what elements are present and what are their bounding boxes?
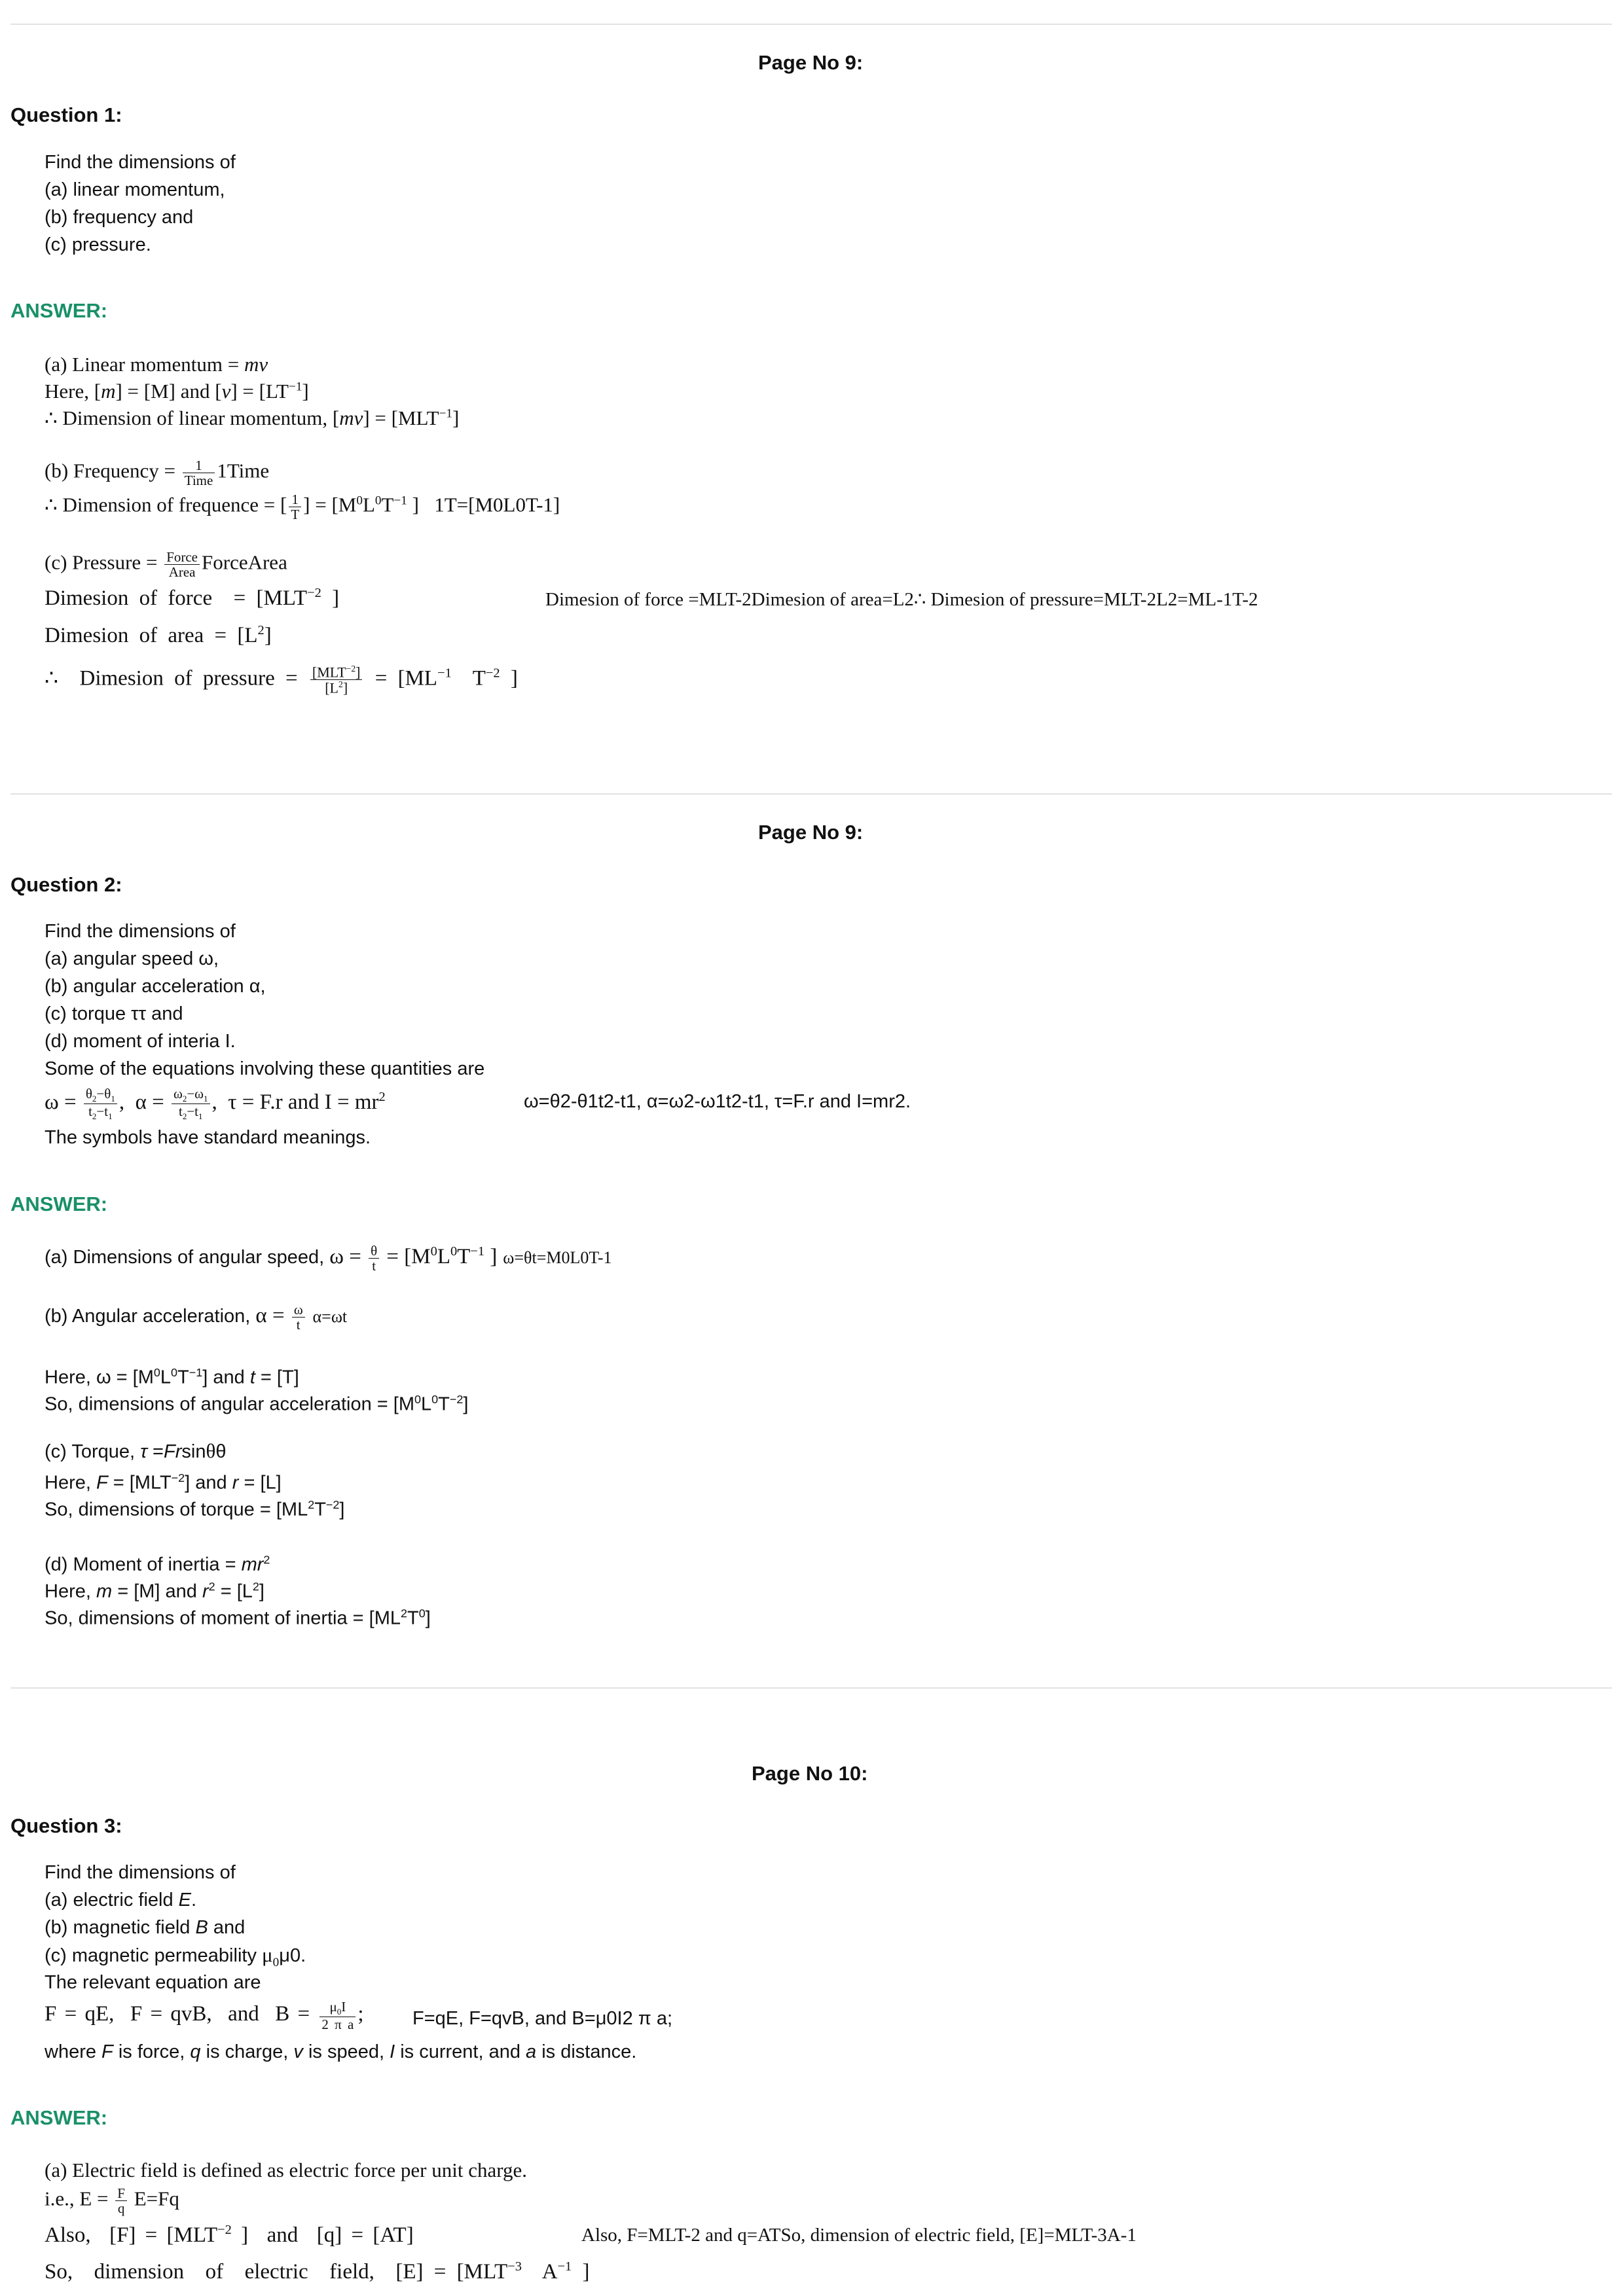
answer-line: (a) Dimensions of angular speed, ω = $\frac{\theta}{t}$ = [$M^0L^0T^{-1}$ ] ω=θt=M0L0T-1 [45, 1243, 612, 1274]
page-number: Page No 10: [752, 1762, 868, 1785]
fraction: $\frac{1}{T}$ [289, 492, 301, 522]
question-line: (a) electric field E. [45, 1890, 197, 1910]
question-line: Find the dimensions of [45, 921, 236, 942]
answer-line: (a) Linear momentum = mv [45, 353, 268, 376]
question-line: (c) pressure. [45, 234, 151, 255]
fraction: $\frac{\mu_0I}{\text{2 π a}}$ [319, 2000, 356, 2032]
answer-line: (c) Torque, τ =Frsinθθ [45, 1439, 227, 1462]
question-title: Question 1: [10, 103, 122, 126]
question-title: Question 2: [10, 873, 122, 896]
answer-line: ∴ Dimension of linear momentum, $[mv] = [MLT^{-1}]$ [45, 406, 460, 429]
duplicate-text: F=qE, F=qvB, and B=μ0I2 π a; [412, 2008, 673, 2029]
duplicate-text: Also, F=MLT-2 and q=ATSo, dimension of electric field, [E]=MLT-3A-1 [581, 2225, 1137, 2246]
fraction: $\frac{\theta}{t}$ [369, 1244, 379, 1273]
question-line: (a) linear momentum, [45, 179, 225, 200]
answer-line: Dimesion of force = [$MLT^{-2}$ ] [45, 586, 340, 610]
question-line: (c) torque ττ and [45, 1003, 183, 1024]
question-line: (d) moment of interia I. [45, 1031, 236, 1052]
equation-line: ω = $\frac{\theta_2-\theta_1}{t_2-t_1}$ , α = $\frac{\omega_2-\omega_1}{t_2-t_1}$ , τ = F.r and $I = mr^2$ [45, 1086, 386, 1122]
answer-line: (d) Moment of inertia = $mr^2$ [45, 1553, 270, 1575]
duplicate-text: Dimesion of force =MLT-2Dimesion of area=L2∴ Dimesion of pressure=MLT-2L2=ML-1T-2 [545, 589, 1258, 610]
divider [10, 24, 1612, 25]
answer-line: So, dimensions of moment of inertia = $[ML^2T^0]$ [45, 1607, 431, 1629]
question-body [45, 918, 484, 1083]
fraction: $\frac{\omega}{t}$ [292, 1302, 305, 1332]
answer-label: ANSWER: [10, 2106, 108, 2129]
answer-line: Here, [m] = [M] and $[v] = [LT^{-1}]$ [45, 380, 309, 403]
question-line: (a) angular speed ω, [45, 948, 219, 969]
page-number: Page No 9: [758, 51, 864, 74]
answer-line: So, dimensions of angular acceleration = $[M^0L^0T^{-2}]$ [45, 1393, 469, 1415]
fraction: $\frac{1}{\text{Time}}$ [183, 458, 215, 488]
fraction: $\frac{F}{q}$ [115, 2186, 127, 2215]
answer-line: So, dimensions of torque = $[ML^2T^{-2}]$ [45, 1498, 345, 1520]
answer-label: ANSWER: [10, 1193, 108, 1215]
question-line: The relevant equation are [45, 1972, 261, 1993]
answer-line: (b) Frequency = $\frac{1}{\text{Time}}$ 1Time [45, 457, 270, 489]
question-line: Some of the equations involving these quantities are [45, 1058, 485, 1079]
answer-label: ANSWER: [10, 299, 108, 322]
question-line: where F is force, q is charge, v is speed, I is current, and a is distance. [45, 2041, 637, 2062]
fraction: $\frac{\text{Force}}{\text{Area}}$ [164, 550, 200, 579]
equation-line: F = qE, F = qvB, and B = $\frac{\mu_0I}{\text{2 π a}}$ ; [45, 1999, 364, 2032]
question-line: Find the dimensions of [45, 152, 236, 173]
answer-line: Dimesion of area = $[L^2]$ [45, 623, 272, 647]
question-body [45, 149, 236, 259]
answer-line: Here, m = [M] and $r^2 = [L^2]$ [45, 1580, 264, 1602]
answer-line: (c) Pressure = $\frac{\text{Force}}{\text{Area}}$ ForceArea [45, 549, 287, 581]
question-body [45, 1859, 306, 1996]
question-line: (c) magnetic permeability $\mu_0\mu 0$. [45, 1943, 306, 1970]
fraction: $\frac{\theta_2-\theta_1}{t_2-t_1}$ [84, 1086, 117, 1121]
answer-line: ∴ Dimesion of pressure = $\frac{[MLT^{-2}]}{[L^2]}$ = [$ML^{-1}$ $T^{-2}$ ] [45, 664, 518, 696]
fraction: $\frac{\omega_2-\omega_1}{t_2-t_1}$ [172, 1086, 210, 1121]
answer-line: ∴ Dimension of frequence = [ $\frac{1}{T}$ ] = [$M^0L^0T^{-1}$ ] 1T=[M0L0T-1] [45, 492, 560, 523]
question-title: Question 3: [10, 1814, 122, 1837]
page-number: Page No 9: [758, 821, 864, 844]
divider [10, 1687, 1612, 1689]
question-line: The symbols have standard meanings. [45, 1127, 371, 1148]
question-line: (b) angular acceleration α, [45, 976, 266, 997]
question-line: (b) frequency and [45, 207, 194, 228]
answer-line: So, dimension of electric field, $[E] = [MLT^{-3}$ $A^{-1}$ ] [45, 2259, 590, 2284]
fraction: $\frac{[MLT^{-2}]}{[L^2]}$ [310, 664, 363, 696]
question-line: (b) magnetic field B and [45, 1917, 246, 1938]
answer-line: Here, $\omega = [M^0L^0T^{-1}]$ and t = [T] [45, 1366, 299, 1388]
divider [10, 793, 1612, 795]
duplicate-text: ω=θ2-θ1t2-t1, α=ω2-ω1t2-t1, τ=F.r and I=mr2. [524, 1091, 911, 1112]
answer-line: (a) Electric field is defined as electric force per unit charge. [45, 2159, 528, 2181]
question-line: Find the dimensions of [45, 1862, 236, 1883]
answer-line: (b) Angular acceleration, α = $\frac{\omega}{t}$ α=ωt [45, 1302, 348, 1333]
answer-line: i.e., E = $\frac{F}{q}$ E=Fq [45, 2185, 179, 2217]
answer-line: Here, $F = [MLT^{-2}]$ and r = [L] [45, 1471, 282, 1494]
answer-line: Also, $[F] = [MLT^{-2}$ ] and [q] = [AT] [45, 2223, 414, 2247]
